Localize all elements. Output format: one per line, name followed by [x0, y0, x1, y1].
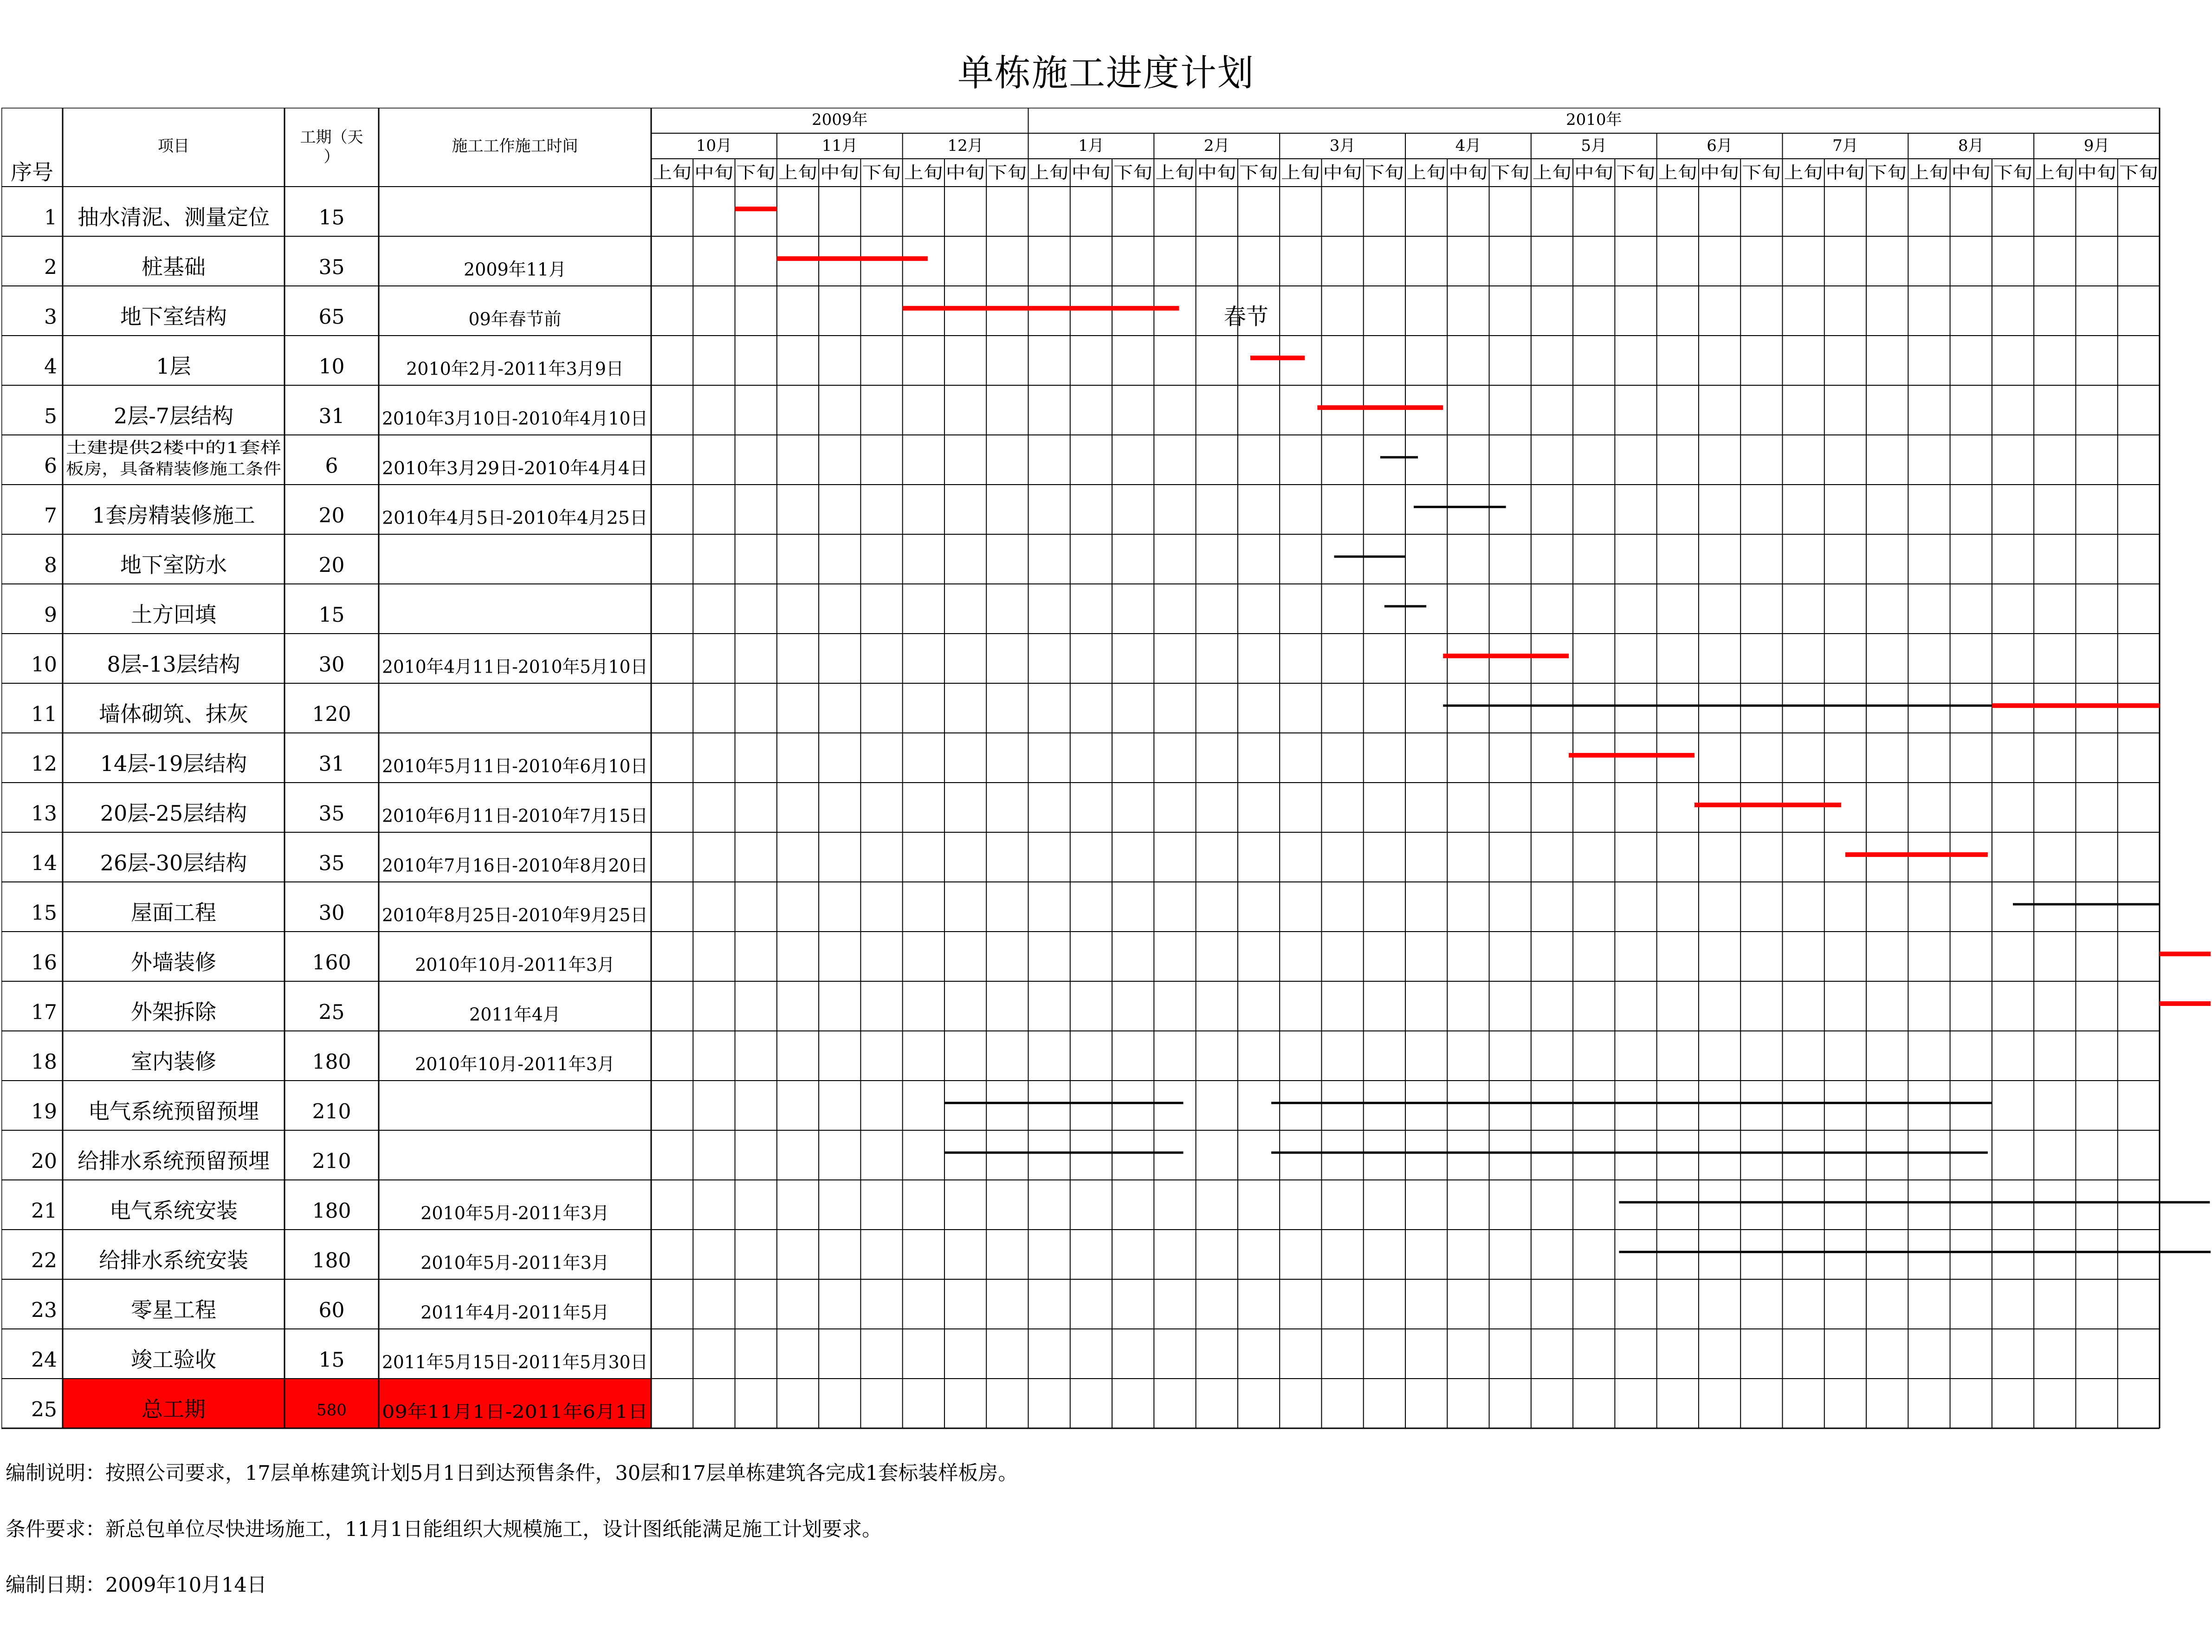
row-number: 1 [44, 206, 57, 230]
row-time: 2011年4月-2011年5月 [420, 1302, 609, 1323]
row-time: 2009年11月 [463, 259, 567, 280]
period-label: 下旬 [1868, 163, 1907, 182]
row-duration: 120 [312, 702, 351, 726]
period-label: 上旬 [1155, 163, 1195, 182]
period-label: 中旬 [1951, 163, 1991, 182]
row-duration: 31 [318, 752, 345, 776]
row-time: 2010年5月11日-2010年6月10日 [382, 756, 648, 777]
period-label: 中旬 [1700, 163, 1740, 182]
period-label: 上旬 [653, 163, 692, 182]
period-label: 中旬 [694, 163, 734, 182]
row-item: 总工期 [142, 1397, 206, 1422]
row-item: 1套房精装修施工 [92, 503, 255, 528]
period-label: 中旬 [1449, 163, 1488, 182]
row-number: 7 [44, 504, 57, 528]
header-duration-tail: ） [323, 148, 340, 166]
row-duration: 65 [318, 305, 345, 329]
row-number: 19 [31, 1100, 57, 1124]
period-label: 中旬 [820, 163, 860, 182]
header-item: 项目 [158, 137, 189, 155]
row-number: 24 [31, 1348, 57, 1372]
row-item: 地下室防水 [120, 552, 227, 577]
period-label: 上旬 [1784, 163, 1823, 182]
row-duration: 35 [318, 255, 345, 279]
row-item: 电气系统预留预埋 [88, 1099, 259, 1124]
header-duration: 工期（天 [300, 128, 363, 147]
row-item: 外墙装修 [131, 950, 216, 975]
note-description: 编制说明：按照公司要求，17层单栋建筑计划5月1日到达预售条件，30层和17层单栋建筑各完成1套标装样板房。 [6, 1462, 1018, 1485]
row-number: 16 [31, 951, 57, 975]
row-number: 9 [44, 603, 57, 627]
period-label: 中旬 [1323, 163, 1362, 182]
row-time: 09年春节前 [468, 309, 562, 330]
row-number: 3 [44, 305, 57, 329]
month-11: 8月 [1958, 136, 1984, 155]
row-number: 5 [44, 404, 57, 428]
row-time: 2010年10月-2011年3月 [415, 954, 615, 975]
row-number: 6 [44, 454, 57, 478]
month-12: 9月 [2083, 136, 2110, 155]
month-8: 5月 [1581, 136, 1607, 155]
period-label: 上旬 [904, 163, 943, 182]
year-2009: 2009年 [811, 110, 868, 129]
period-label: 下旬 [1742, 163, 1781, 182]
row-duration: 210 [312, 1149, 351, 1173]
period-label: 中旬 [1825, 163, 1865, 182]
row-item: 室内装修 [131, 1049, 216, 1074]
row-item: 抽水清泥、测量定位 [78, 205, 270, 230]
row-duration: 180 [312, 1050, 351, 1074]
row-duration: 20 [318, 553, 345, 577]
period-label: 下旬 [862, 163, 901, 182]
month-5: 2月 [1203, 136, 1230, 155]
period-label: 上旬 [1281, 163, 1320, 182]
row-item: 20层-25层结构 [100, 801, 247, 826]
note-requirements: 条件要求：新总包单位尽快进场施工，11月1日能组织大规模施工，设计图纸能满足施工计划要求。 [6, 1518, 882, 1541]
row-duration: 210 [312, 1100, 351, 1124]
period-label: 下旬 [736, 163, 776, 182]
row-duration: 15 [318, 603, 345, 627]
row-time: 2010年4月11日-2010年5月10日 [382, 656, 648, 677]
month-10: 7月 [1832, 136, 1858, 155]
row-time: 2010年5月-2011年3月 [420, 1203, 609, 1224]
row-number: 4 [44, 355, 57, 379]
row-item: 地下室结构 [120, 304, 227, 329]
row-item: 8层-13层结构 [107, 652, 240, 677]
row-time: 2010年5月-2011年3月 [420, 1252, 609, 1273]
month-9: 6月 [1707, 136, 1733, 155]
header-seq: 序号 [11, 160, 53, 185]
row-number: 23 [31, 1298, 57, 1322]
row-number: 20 [31, 1149, 57, 1173]
row-duration: 30 [318, 901, 345, 925]
row-duration: 35 [318, 851, 345, 875]
row-number: 21 [31, 1199, 57, 1223]
row-item: 零星工程 [131, 1297, 216, 1322]
row-item: 墙体砌筑、抹灰 [99, 701, 248, 726]
note-date: 编制日期：2009年10月14日 [6, 1574, 267, 1597]
year-2010: 2010年 [1565, 110, 1622, 129]
row-item: 2层-7层结构 [113, 403, 234, 428]
row-time: 2010年4月5日-2010年4月25日 [382, 507, 648, 528]
period-label: 上旬 [1532, 163, 1572, 182]
header-time: 施工工作施工时间 [452, 137, 578, 155]
row-duration: 15 [318, 206, 345, 230]
row-number: 13 [31, 802, 57, 826]
row-item: 土建提供2楼中的1套样 [66, 439, 281, 457]
period-label: 下旬 [1993, 163, 2033, 182]
row-item: 给排水系统安装 [99, 1248, 248, 1273]
row-number: 25 [31, 1398, 57, 1422]
row-time: 2010年8月25日-2010年9月25日 [382, 905, 648, 926]
row-duration: 180 [312, 1249, 351, 1273]
period-label: 中旬 [945, 163, 985, 182]
row-duration: 10 [318, 355, 345, 379]
row-duration: 6 [325, 454, 338, 478]
row-item: 给排水系统预留预埋 [78, 1148, 270, 1173]
row-time: 2010年3月10日-2010年4月10日 [382, 408, 648, 429]
row-number: 8 [44, 553, 57, 577]
period-label: 下旬 [1490, 163, 1530, 182]
period-label: 中旬 [1574, 163, 1614, 182]
row-time: 2010年2月-2011年3月9日 [406, 358, 624, 379]
row-duration: 25 [318, 1000, 345, 1024]
row-time: 2010年3月29日-2010年4月4日 [382, 458, 648, 479]
row-item: 26层-30层结构 [100, 850, 247, 875]
row-duration: 180 [312, 1199, 351, 1223]
month-7: 4月 [1455, 136, 1481, 155]
row-duration: 20 [318, 504, 345, 528]
row-duration: 160 [312, 951, 351, 975]
row-item: 桩基础 [142, 254, 206, 279]
period-label: 上旬 [1658, 163, 1697, 182]
row-time: 2011年4月 [469, 1004, 561, 1025]
row-duration: 35 [318, 802, 345, 826]
row-item: 竣工验收 [131, 1347, 216, 1372]
period-label: 上旬 [2035, 163, 2075, 182]
row-time: 2010年10月-2011年3月 [415, 1054, 615, 1075]
row-number: 15 [31, 901, 57, 925]
row-item: 外架拆除 [131, 999, 216, 1024]
row-number: 18 [31, 1050, 57, 1074]
row-item: 14层-19层结构 [100, 751, 247, 776]
period-label: 上旬 [1909, 163, 1949, 182]
row-duration: 580 [317, 1401, 347, 1419]
row-number: 22 [31, 1249, 57, 1273]
period-label: 下旬 [1239, 163, 1279, 182]
month-3: 12月 [947, 136, 983, 155]
month-6: 3月 [1329, 136, 1356, 155]
period-label: 中旬 [2077, 163, 2116, 182]
month-4: 1月 [1078, 136, 1104, 155]
row-duration: 31 [318, 404, 345, 428]
row-number: 2 [44, 255, 57, 279]
month-1: 10月 [696, 136, 732, 155]
row-time: 2010年6月11日-2010年7月15日 [382, 805, 648, 826]
row-number: 17 [31, 1000, 57, 1024]
row-number: 11 [31, 702, 57, 726]
row-duration: 15 [318, 1348, 345, 1372]
row-time: 2010年7月16日-2010年8月20日 [382, 855, 648, 876]
period-label: 下旬 [1113, 163, 1153, 182]
period-label: 中旬 [1071, 163, 1111, 182]
schedule-table [1, 108, 2211, 1442]
period-label: 下旬 [988, 163, 1027, 182]
period-label: 上旬 [1029, 163, 1069, 182]
row-item: 电气系统安装 [110, 1198, 238, 1223]
month-2: 11月 [821, 136, 858, 155]
row-number: 10 [31, 653, 57, 677]
row-time: 09年11月1日-2011年6月1日 [382, 1401, 648, 1422]
row-item: 1层 [156, 354, 191, 379]
row-duration: 30 [318, 653, 345, 677]
row-item-cont: 板房，具备精装修施工条件 [66, 460, 281, 479]
period-label: 下旬 [1616, 163, 1656, 182]
row-number: 14 [31, 851, 57, 875]
period-label: 下旬 [1365, 163, 1404, 182]
page-title: 单栋施工进度计划 [957, 52, 1255, 94]
period-label: 上旬 [778, 163, 818, 182]
gantt-annotation: 春节 [1223, 304, 1268, 330]
period-label: 中旬 [1197, 163, 1236, 182]
period-label: 下旬 [2119, 163, 2159, 182]
row-duration: 60 [318, 1298, 345, 1322]
row-item: 土方回填 [131, 602, 216, 627]
period-label: 上旬 [1407, 163, 1446, 182]
row-number: 12 [31, 752, 57, 776]
row-item: 屋面工程 [131, 900, 216, 925]
row-time: 2011年5月15日-2011年5月30日 [382, 1352, 648, 1373]
